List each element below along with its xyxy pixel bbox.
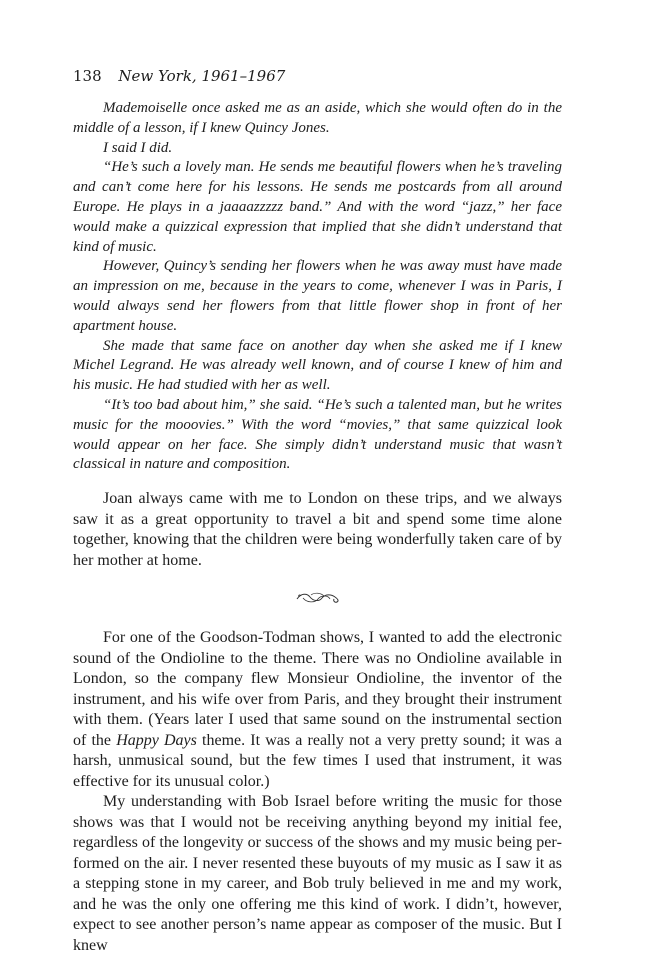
paragraph-joan: Joan always came with me to London on these trips, and we always saw it as a great opportunity to travel a bit and spend some time alone together, knowing that the children were being wonderfully taken care of by her mother at home. (73, 490, 562, 569)
happy-days-title: Happy Days (116, 731, 197, 749)
italic-paragraph: “It’s too bad about him,” she said. “He’s such a talented man, but he writes music for the mooovies.” With the word “movies,” that same quizzical look would appear on her face. She simply didn’t understand music that wasn’t classical in nature and composition. (73, 396, 562, 473)
page-number: 138 (73, 67, 102, 85)
section-break (73, 584, 562, 612)
paragraph-bob-israel: My understanding with Bob Israel before writing the music for those shows was that I would not be receiving anything beyond my initial fee, regardless of the longevity or success of the shows and my music being performed on the air. I never resented these buyouts of my music as I saw it as a stepping stone in my career, and Bob truly believed in me and my work, and he was the only one offering me this kind of work. I didn’t, however, expect to see another person’s name appear as composer of the music. But I knew (73, 793, 562, 954)
ondioline-text-a: For one of the Goodson-Todman shows, I wanted to add the electronic sound of the Ondioline to the theme. There was no Ondioline available in London, so the company flew Monsieur Ondioline, the inventor of the instrument, and his wife over from Paris, and they brought their instrument with them. (Years later I used that same sound on the instrumental section of the (73, 629, 562, 749)
italic-recollection-block (73, 99, 562, 475)
paragraph-ondioline (73, 628, 562, 792)
ondioline-text-b: theme. It was a really not a very pretty sound; it was a harsh, unmusical sound, but the few times I used that instrument, it was effective for its unusual color.) (73, 731, 563, 790)
flourish-ornament-icon (295, 591, 341, 605)
italic-paragraph: However, Quincy’s sending her flowers when he was away must have made an impression on me, because in the years to come, whenever I was in Paris, I would always send her flowers from that little flower shop in front of her apartment house. (73, 258, 562, 334)
italic-paragraph: She made that same face on another day when she asked me if I knew Michel Legrand. He was already well known, and of course I knew of him and his music. He had studied with her as well. (73, 337, 562, 394)
italic-paragraph: I said I did. (103, 139, 173, 156)
body-text-block-2 (73, 628, 562, 956)
italic-paragraph: “He’s such a lovely man. He sends me beautiful flowers when he’s traveling and can’t come here for his lessons. He sends me postcards from all around Europe. He plays in a jaaaazzzzz band.” And with the word “jazz,” her face would make a quizzical expression that implied that she didn’t understand that kind of music. (73, 159, 562, 255)
book-page (73, 66, 562, 956)
running-head (73, 66, 562, 86)
italic-paragraph: Mademoiselle once asked me as an aside, which she would often do in the middle of a lesson, if I knew Quincy Jones. (73, 100, 562, 136)
running-head-title: New York, 1961–1967 (118, 67, 286, 85)
body-text-block (73, 489, 562, 571)
